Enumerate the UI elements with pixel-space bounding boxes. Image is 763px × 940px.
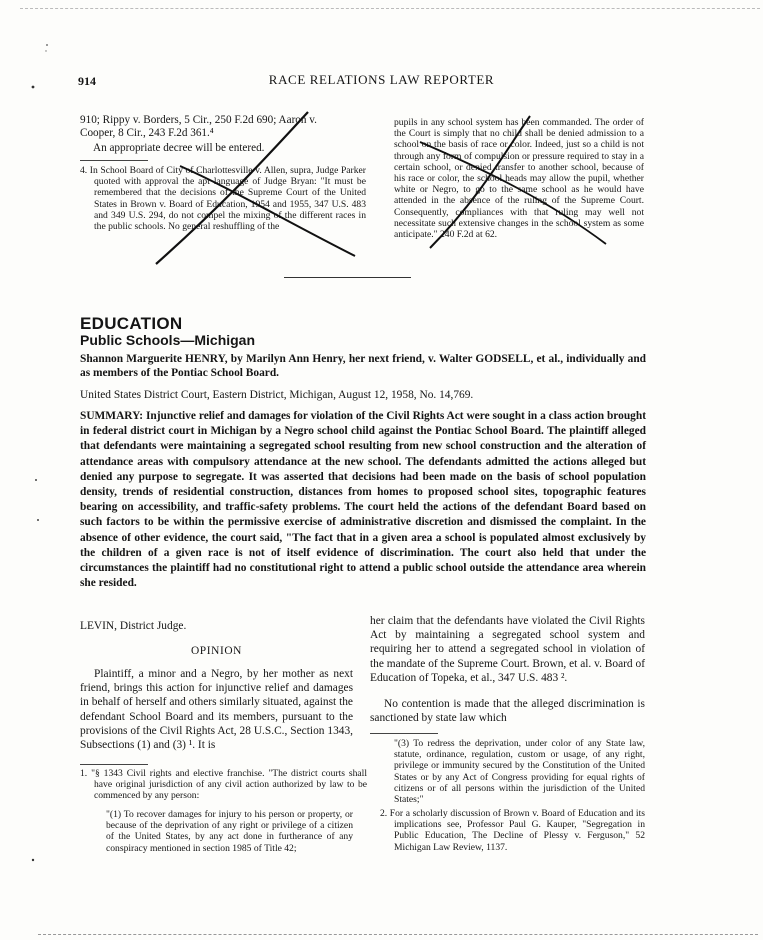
footnote-1-a: 1. "§ 1343 Civil rights and elective franchise. "The district courts shall have original jurisdiction of any civil action authorized by law to be commenced by any person: <box>80 768 367 802</box>
opinion-paragraph-2: her claim that the defendants have violated the Civil Rights Act by maintaining a segregated school system and requiring her to attend a segregated school in violation of the mandate of the Supreme Court. Brown, et al. v. Board of Education of Topeka, et al., 347 U.S. 483 ². <box>370 615 645 684</box>
opinion-paragraph-1: Plaintiff, a minor and a Negro, by her mother as next friend, brings this action for injunctive relief and damages in behalf of herself and others similarly situated, against the defendant School Board and its members, pursuant to the provisions of the Civil Rights Act, 28 U.S.C., Section 1343, Subsections (1) and (3) ¹. It is <box>80 668 353 752</box>
case-summary: SUMMARY: Injunctive relief and damages for violation of the Civil Rights Act were sought in a class action brought in federal district court in Michigan by a Negro school child against the Pontiac School Board. The plaintiff alleged that defendants were maintaining a segregated school resulting from new school construction and the alteration of attendance areas with compulsory attendance at the new school. The defendants admitted the actions alleged but denied any purpose to segregate. It was asserted that decisions had been made on the basis of school population density, trends of residential construction, distances from homes to proposed school sites, topographic features bearing on accessibility, and traffic-safety problems. The court held the actions of the defendant Board based on such factors to be within the permissive exercise of administrative discretion and dismissed the complaint. In the absence of other evidence, the court said, "The fact that in a given area a school is populated almost exclusively by the children of a given race is not of itself evidence of discrimination. The court also held that under the circumstances the plaintiff had no constitutional right to attend a public school outside the attendance area wherein she resided. <box>80 410 646 590</box>
carryover-left-text: 910; Rippy v. Borders, 5 Cir., 250 F.2d 690; Aaron v. Cooper, 8 Cir., 243 F.2d 361.⁴ <box>80 114 317 140</box>
carryover-right-text: pupils in any school system has been commanded. The order of the Court is simply that no child shall be denied admission to a school on the basis of race or color. Indeed, just so a child is not through any form of compulsion or pressure required to stay in a certain school, or denied transfer to another school, because of his race or color, the school heads may allow the pupil, whether white or Negro, to go to the same school as he would have attended in the absence of the ruling of the Supreme Court. Consequently, compliances with that ruling may well not necessitate such extensive changes in the school system as some anticipate." 240 F.2d at 62. <box>394 117 644 241</box>
footnote-2: 2. For a scholarly discussion of Brown v. Board of Education and its implications see, Professor Paul G. Kauper, "Segregation in Public Education, The Decline of Plessy v. Ferguson," 52 Michigan Law Review, 1137. <box>380 808 645 853</box>
footnote-1-c: "(3) To redress the deprivation, under color of any State law, statute, ordinance, regulation, custom or usage, of any right, privilege or immunity secured by the Constitution of the United States or by any Act of Congress providing for equal rights of citizens or of all persons within the jurisdiction of the United States;" <box>394 738 645 806</box>
case-caption: Shannon Marguerite HENRY, by Marilyn Ann Henry, her next friend, v. Walter GODSELL, et al., individually and as members of the Pontiac School Board. <box>80 353 646 379</box>
section-subheading: Public Schools—Michigan <box>80 332 256 348</box>
opinion-heading: OPINION <box>190 645 243 657</box>
opinion-paragraph-3: No contention is made that the alleged discrimination is sanctioned by state law which <box>370 698 645 725</box>
section-heading: EDUCATION <box>80 314 183 333</box>
court-line: United States District Court, Eastern District, Michigan, August 12, 1958, No. 14,769. <box>80 389 474 401</box>
page-number: 914 <box>78 74 96 88</box>
carryover-decree: An appropriate decree will be entered. <box>93 142 265 154</box>
running-title: RACE RELATIONS LAW REPORTER <box>268 72 495 87</box>
footnote-1-b: "(1) To recover damages for injury to his person or property, or because of the deprivation of any right or privilege of a citizen of the United States, by any act done in furtherance of any conspiracy mentioned in section 1985 of Title 42; <box>106 809 353 854</box>
carryover-footnote-4: 4. In School Board of City of Charlottesville v. Allen, supra, Judge Parker quoted with approval the apt language of Judge Bryan: "It must be remembered that the decisions of the Supreme Court of the United States in Brown v. Board of Education, 1954 and 1955, 347 U.S. 483 and 349 U.S. 294, do not compel the mixing of the different races in the public schools. No general reshuffling of the <box>80 165 366 233</box>
judge-name: LEVIN, District Judge. <box>80 620 187 632</box>
